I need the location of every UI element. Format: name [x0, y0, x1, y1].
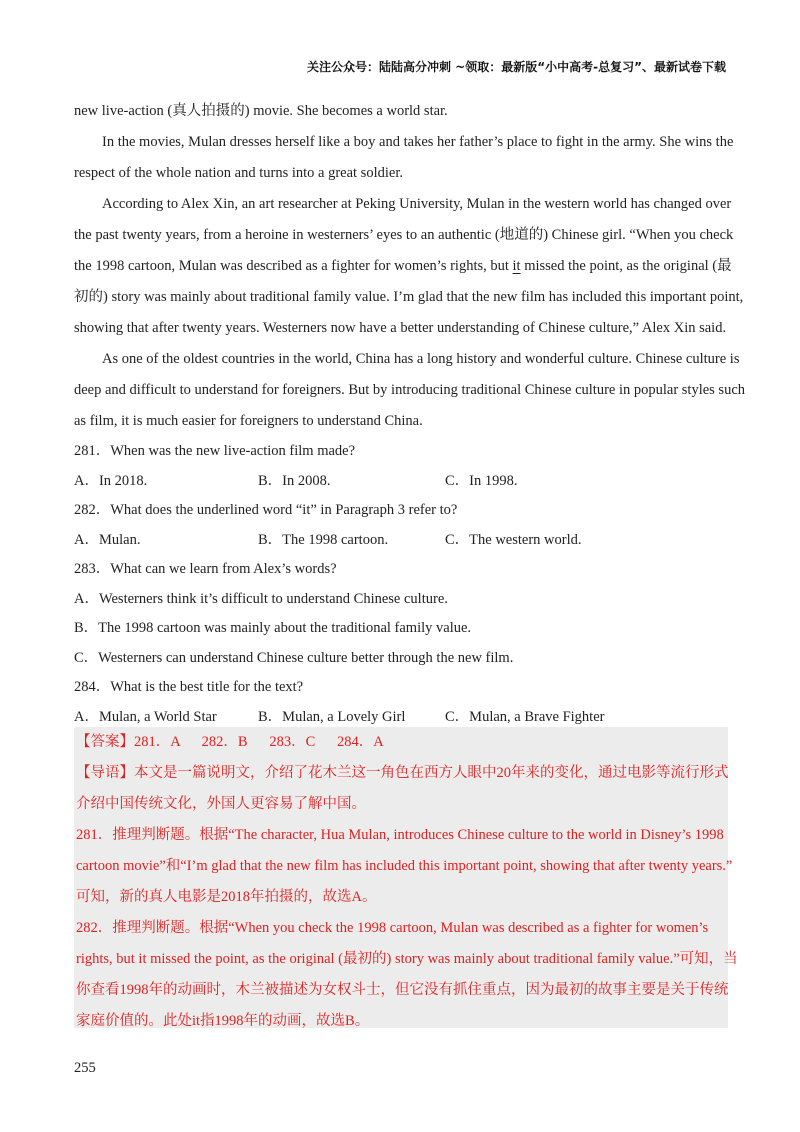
passage-line-underlined — [74, 251, 732, 282]
passage-line: the past twenty years, from a heroine in westerners’ eyes to an authentic (地道的) Chinese girl. “When you check — [74, 227, 734, 243]
option-a: A．Mulan, a World Star — [74, 708, 217, 725]
option-a: A．In 2018. — [74, 472, 148, 489]
guide-line: 【导语】本文是一篇说明文，介绍了花木兰这一角色在西方人眼中20年来的变化，通过电影等流行形式 — [76, 765, 729, 781]
option-a: A．Mulan. — [74, 531, 141, 548]
passage-line: As one of the oldest countries in the world, China has a long history and wonderful culture. Chinese culture is — [102, 351, 740, 367]
explanation-282: 你查看1998年的动画时，木兰被描述为女权斗士，但它没有抓住重点，因为最初的故事主要是关于传统 — [76, 982, 729, 998]
option-b: B．The 1998 cartoon was mainly about the traditional family value. — [74, 620, 472, 636]
text-segment: missed the point, as the original (最 — [520, 258, 732, 274]
explanation-282: 家庭价值的。此处it指1998年的动画，故选B。 — [76, 1013, 370, 1029]
passage-line: deep and difficult to understand for foreigners. But by introducing traditional Chinese culture in popular styles such — [74, 382, 746, 398]
page-header: 关注公众号：陆陆高分冲刺 ~领取：最新版“小中高考-总复习”、最新试卷下载 — [307, 60, 726, 74]
explanation-281: 281．推理判断题。根据“The character, Hua Mulan, introduces Chinese culture to the world in Disney’s 1998 — [76, 827, 724, 843]
options-281 — [74, 467, 728, 497]
passage-line: According to Alex Xin, an art researcher at Peking University, Mulan in the western world has changed over — [102, 196, 732, 212]
passage-line: as film, it is much easier for foreigners to understand China. — [74, 413, 423, 429]
passage-line: new live-action (真人拍摄的) movie. She becomes a world star. — [74, 103, 448, 119]
explanation-282: rights, but it missed the point, as the original (最初的) story was mainly about traditional family value.”可知，当 — [76, 951, 738, 967]
option-c: C．In 1998. — [445, 472, 518, 489]
option-b: B．The 1998 cartoon. — [258, 531, 389, 548]
question-281: 281．When was the new live-action film made? — [74, 443, 356, 459]
answer-box — [74, 727, 738, 1029]
passage-line: showing that after twenty years. Westerners now have a better understanding of Chinese culture,” Alex Xin said. — [74, 320, 727, 336]
option-c: C．Westerners can understand Chinese culture better through the new film. — [74, 649, 514, 666]
answer-key: 【答案】281．A 282．B 283．C 284．A — [76, 734, 384, 750]
question-284: 284．What is the best title for the text? — [74, 679, 304, 695]
option-b: B．Mulan, a Lovely Girl — [258, 708, 406, 725]
text-segment: the 1998 cartoon, Mulan was described as a fighter for women’s rights, but — [74, 258, 513, 274]
option-a: A．Westerners think it’s difficult to understand Chinese culture. — [74, 590, 448, 607]
option-c: C．Mulan, a Brave Fighter — [445, 708, 605, 725]
options-282 — [74, 526, 728, 556]
passage-line: In the movies, Mulan dresses herself like a boy and takes her father’s place to fight in the army. She wins the — [102, 134, 734, 150]
question-283: 283．What can we learn from Alex’s words? — [74, 561, 337, 577]
underlined-word-it: it — [512, 258, 521, 274]
passage-line: 初的) story was mainly about traditional family value. I’m glad that the new film has included this important point, — [74, 289, 744, 305]
explanation-282: 282．推理判断题。根据“When you check the 1998 cartoon, Mulan was described as a fighter for women’s — [76, 920, 709, 936]
passage-and-questions — [74, 96, 746, 732]
passage-line: respect of the whole nation and turns into a great soldier. — [74, 165, 403, 181]
option-b: B．In 2008. — [258, 472, 331, 489]
option-c: C．The western world. — [445, 531, 582, 548]
guide-line: 介绍中国传统文化，外国人更容易了解中国。 — [76, 796, 366, 812]
explanation-281: 可知，新的真人电影是2018年拍摄的，故选A。 — [76, 889, 377, 905]
question-282: 282．What does the underlined word “it” in Paragraph 3 refer to? — [74, 502, 458, 518]
page-number: 255 — [74, 1060, 96, 1076]
explanation-281: cartoon movie”和“I’m glad that the new film has included this important point, showing that after twenty years.” — [76, 858, 733, 874]
